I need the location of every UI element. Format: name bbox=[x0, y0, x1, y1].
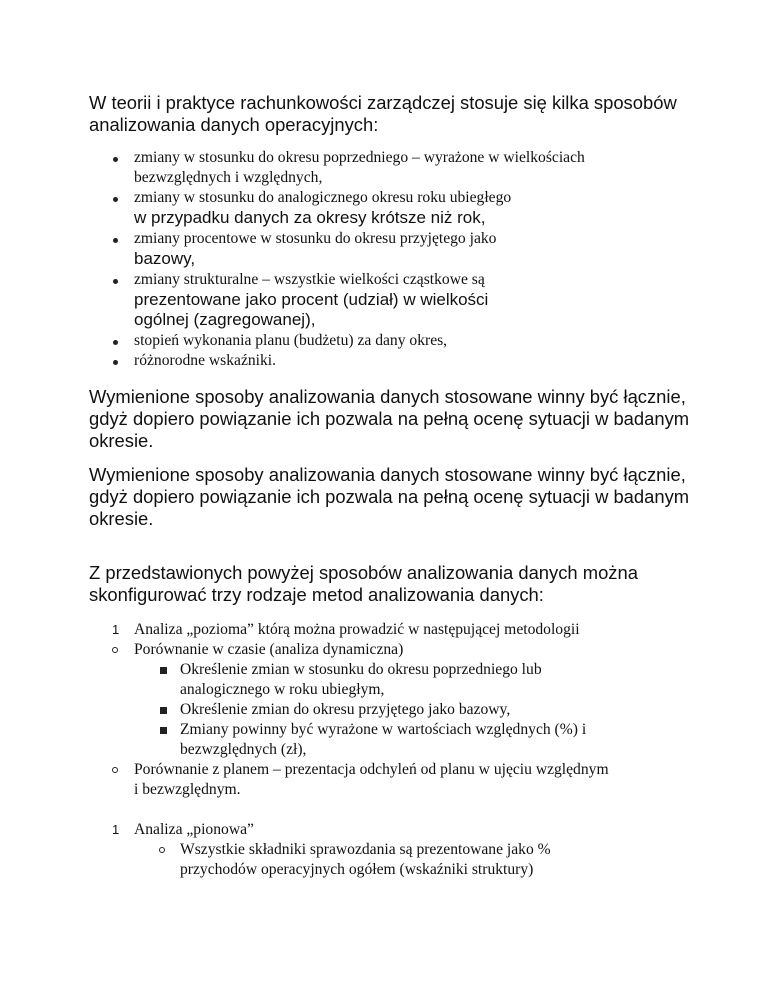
bullet-dot-icon bbox=[113, 197, 118, 202]
paragraph-4-line-1: Z przedstawionych powyżej sposobów analizowania danych można bbox=[89, 562, 638, 583]
bullet-dot-icon bbox=[113, 279, 118, 284]
paragraph-2 bbox=[89, 386, 689, 452]
bullet-3-line-2: bazowy, bbox=[134, 249, 196, 268]
circle-bullet-icon bbox=[112, 767, 118, 773]
paragraph-2-line-1: Wymienione sposoby analizowania danych stosowane winny być łącznie, bbox=[89, 386, 686, 407]
bullet-2-line-1: zmiany w stosunku do analogicznego okresu roku ubiegłego bbox=[134, 189, 512, 206]
bullet-dot-icon bbox=[113, 157, 118, 162]
method-1-sub-1-item-2: Określenie zmian do okresu przyjętego jako bazowy, bbox=[180, 701, 511, 718]
paragraph-2-line-3: okresie. bbox=[89, 430, 154, 451]
paragraph-2-line-2: gdyż dopiero powiązanie ich pozwala na pełną ocenę sytuacji w badanym bbox=[89, 408, 690, 429]
method-2-title: Analiza „pionowa” bbox=[134, 821, 254, 838]
intro-paragraph bbox=[89, 92, 689, 136]
square-bullet-icon bbox=[160, 727, 167, 734]
paragraph-4-line-2: skonfigurować trzy rodzaje metod analizowania danych: bbox=[89, 584, 544, 605]
paragraph-3-line-1: Wymienione sposoby analizowania danych stosowane winny być łącznie, bbox=[89, 464, 686, 485]
bullet-dot-icon bbox=[113, 238, 118, 243]
intro-line-2: analizowania danych operacyjnych: bbox=[89, 114, 379, 135]
method-1-sub-1-item-1-line-1: Określenie zmian w stosunku do okresu poprzedniego lub bbox=[180, 661, 542, 678]
list-number: 1 bbox=[112, 622, 120, 637]
square-bullet-icon bbox=[160, 707, 167, 714]
paragraph-3-line-2: gdyż dopiero powiązanie ich pozwala na pełną ocenę sytuacji w badanym bbox=[89, 486, 690, 507]
method-1-sub-1: Porównanie w czasie (analiza dynamiczna) bbox=[134, 641, 404, 658]
method-1-title: Analiza „pozioma” którą można prowadzić w następującej metodologii bbox=[134, 621, 580, 638]
bullet-4-line-1: zmiany strukturalne – wszystkie wielkości cząstkowe są bbox=[134, 271, 485, 288]
bullet-4-line-3: ogólnej (zagregowanej), bbox=[134, 310, 316, 329]
circle-bullet-icon bbox=[159, 847, 165, 853]
bullet-1-line-2: bezwzględnych i względnych, bbox=[134, 169, 323, 186]
circle-bullet-icon bbox=[112, 647, 118, 653]
method-1-sub-1-item-3-line-1: Zmiany powinny być wyrażone w wartościach względnych (%) i bbox=[180, 721, 587, 738]
bullet-3-line-1: zmiany procentowe w stosunku do okresu przyjętego jako bbox=[134, 230, 497, 247]
method-2-sub-1-line-1: Wszystkie składniki sprawozdania są prezentowane jako % bbox=[180, 841, 551, 858]
method-1-sub-2-line-2: i bezwzględnym. bbox=[134, 781, 241, 798]
intro-line-1: W teorii i praktyce rachunkowości zarządczej stosuje się kilka sposobów bbox=[89, 92, 677, 113]
bullet-dot-icon bbox=[113, 340, 118, 345]
bullet-5: stopień wykonania planu (budżetu) za dany okres, bbox=[134, 332, 448, 349]
bullet-2-line-2: w przypadku danych za okresy krótsze niż rok, bbox=[134, 208, 486, 227]
method-1-sub-2-line-1: Porównanie z planem – prezentacja odchyleń od planu w ujęciu względnym bbox=[134, 761, 609, 778]
bullet-6: różnorodne wskaźniki. bbox=[134, 352, 277, 369]
paragraph-3-line-3: okresie. bbox=[89, 508, 154, 529]
bullet-4-line-2: prezentowane jako procent (udział) w wielkości bbox=[134, 290, 489, 309]
method-1-sub-1-item-3-line-2: bezwzględnych (zł), bbox=[180, 741, 307, 758]
paragraph-4 bbox=[89, 562, 689, 606]
square-bullet-icon bbox=[160, 667, 167, 674]
paragraph-3 bbox=[89, 464, 689, 530]
method-1-sub-1-item-1-line-2: analogicznego w roku ubiegłym, bbox=[180, 681, 385, 698]
method-2-sub-1-line-2: przychodów operacyjnych ogółem (wskaźniki struktury) bbox=[180, 861, 534, 878]
bullet-1-line-1: zmiany w stosunku do okresu poprzedniego – wyrażone w wielkościach bbox=[134, 149, 585, 166]
bullet-dot-icon bbox=[113, 360, 118, 365]
list-number: 1 bbox=[112, 822, 120, 837]
